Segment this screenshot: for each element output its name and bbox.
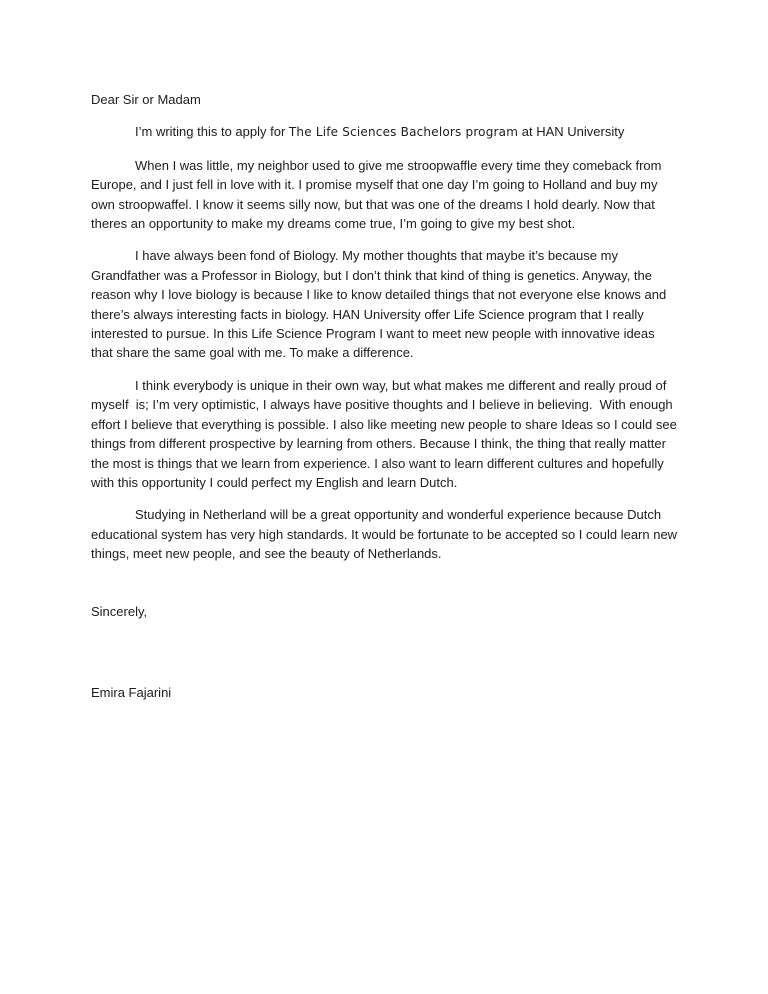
signature-name: Emira Fajarini <box>91 684 172 700</box>
program-name: The Life Sciences Bachelors program <box>288 125 519 140</box>
closing: Sincerely, <box>91 603 148 619</box>
intro-suffix: at HAN University <box>518 124 625 140</box>
body-paragraph-personality: I think everybody is unique in their own way, but what makes me different and really proud of myself is; I’m very optimistic, I always have positive thoughts and I believe in believing. With enough effort I believe that everything is possible. I also like meeting new people to share Ideas so I could see things from different prospective by learning from others. Because I think, the thing that really matter the most is things that we learn from experience. I also want to learn different cultures and hopefully with this opportunity I could perfect my English and learn Dutch. <box>91 377 681 490</box>
letter-content <box>91 90 679 702</box>
body-paragraph-stroopwaffle: When I was little, my neighbor used to give me stroopwaffle every time they comeback from Europe, and I just fell in love with it. I promise myself that one day I’m going to Holland and buy my own stroopwaffel. I know it seems silly now, but that was one of the dreams I hold dearly. Now that theres an opportunity to make my dreams come true, I’m going to give my best shot. <box>91 157 666 232</box>
body-paragraph-netherlands: Studying in Netherland will be a great opportunity and wonderful experience because Dutch educational system has very high standards. It would be fortunate to be accepted so I could learn new things, meet new people, and see the beauty of Netherlands. <box>91 507 681 562</box>
intro-prefix: I’m writing this to apply for <box>135 124 289 140</box>
salutation: Dear Sir or Madam <box>91 92 201 107</box>
body-paragraph-biology: I have always been fond of Biology. My mother thoughts that maybe it’s because my Grandfather was a Professor in Biology, but I don’t think that kind of thing is genetics. Anyway, the reason why I love biology is because I like to know detailed things that not everyone else knows and there’s always interesting facts in biology. HAN University offer Life Science program that I really interested to pursue. In this Life Science Program I want to meet new people with innovative ideas that share the same goal with me. To make a difference. <box>91 248 670 361</box>
intro-paragraph <box>91 122 679 142</box>
